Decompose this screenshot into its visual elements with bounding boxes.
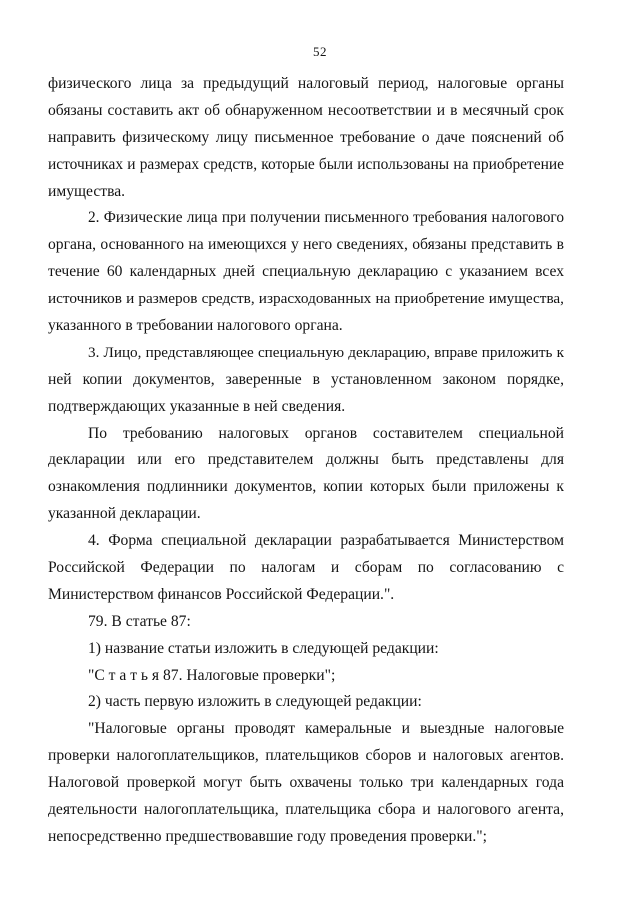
text-line: 3. Лицо, представляющее специальную декларацию, вправе приложить к <box>88 343 564 361</box>
text-line: указанной декларации. <box>48 505 201 523</box>
text-line: проверки налогоплательщиков, плательщиков сборов и налоговых агентов. <box>48 747 564 765</box>
text-line: ознакомления подлинники документов, копии которых были приложены к <box>48 478 564 496</box>
text-line: физического лица за предыдущий налоговый период, налоговые органы <box>48 75 564 92</box>
text-line: ней копии документов, заверенные в установленном законом порядке, <box>48 370 564 388</box>
text-line: указанного в требовании налогового органа. <box>48 317 343 335</box>
text-line: источников и размеров средств, израсходованных на приобретение имущества, <box>48 290 564 308</box>
text-line: 2) часть первую изложить в следующей редакции: <box>88 693 422 711</box>
text-line: Министерством финансов Российской Федерации.". <box>48 585 395 603</box>
text-line: Российской Федерации по налогам и сборам по согласованию с <box>48 559 564 577</box>
text-line: направить физическому лицу письменное требование о даче пояснений об <box>48 128 564 146</box>
text-line: 4. Форма специальной декларации разрабатывается Министерством <box>88 532 564 550</box>
text-line: органа, основанного на имеющихся у него сведениях, обязаны представить в <box>48 236 564 254</box>
text-line: источниках и размерах средств, которые были использованы на приобретение <box>48 155 564 173</box>
text-line: Налоговой проверкой могут быть охвачены только три календарных года <box>48 774 564 792</box>
text-line: 79. В статье 87: <box>88 612 191 630</box>
text-line: декларации или его представителем должны быть представлены для <box>48 451 564 469</box>
text-line: 2. Физические лица при получении письменного требования налогового <box>88 209 564 227</box>
text-line: непосредственно предшествовавшие году проведения проверки."; <box>48 827 487 845</box>
text-line: деятельности налогоплательщика, плательщика сбора и налогового агента, <box>48 801 564 819</box>
text-line: "Налоговые органы проводят камеральные и выездные налоговые <box>88 720 564 738</box>
page-number: 52 <box>313 44 327 59</box>
text-line: течение 60 календарных дней специальную декларацию с указанием всех <box>48 263 564 281</box>
text-line: По требованию налоговых органов составителем специальной <box>88 424 564 442</box>
text-line: подтверждающих указанные в ней сведения. <box>48 397 346 415</box>
document-body <box>48 71 564 851</box>
text-line: имущества. <box>48 182 126 200</box>
text-line: 1) название статьи изложить в следующей редакции: <box>88 639 439 657</box>
text-line: обязаны составить акт об обнаруженном несоответствии и в месячный срок <box>48 101 564 119</box>
text-line: "С т а т ь я 87. Налоговые проверки"; <box>88 666 336 684</box>
